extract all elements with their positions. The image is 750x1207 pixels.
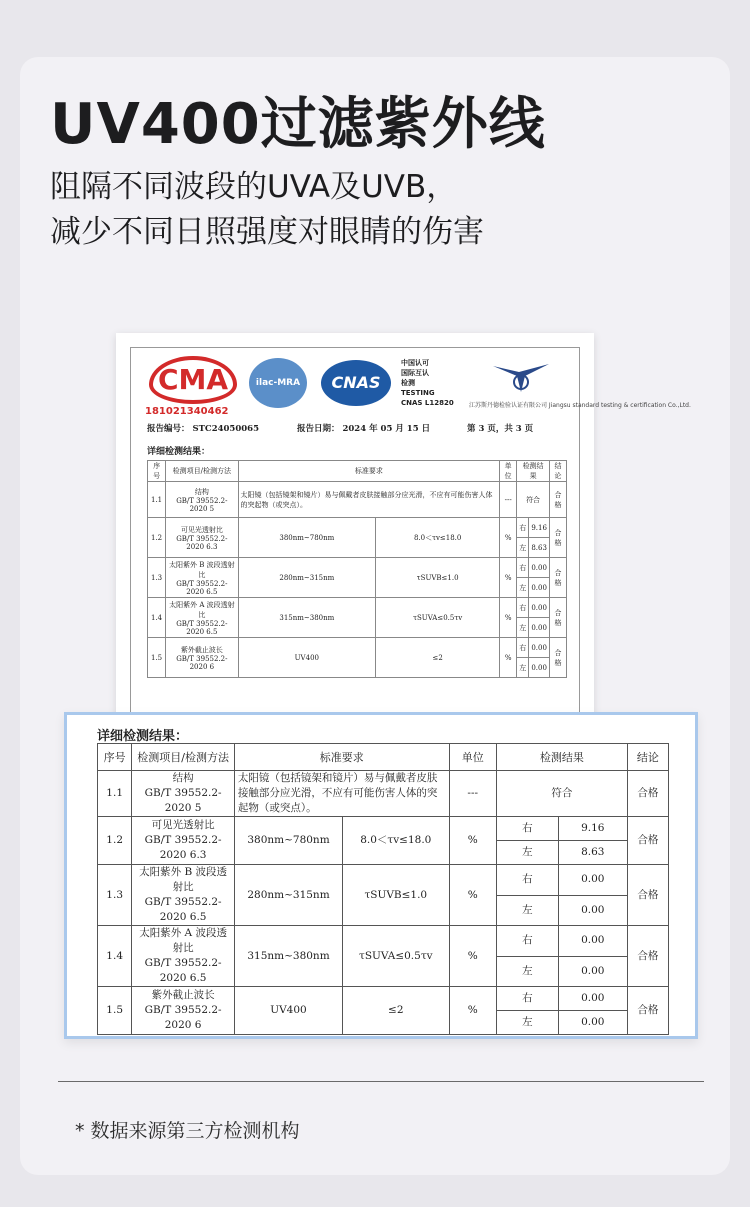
report-section-title: 详细检测结果： (147, 447, 211, 457)
data-source-note: * 数据来源第三方检测机构 (75, 1120, 300, 1142)
right-value: 0.00 (529, 638, 550, 658)
item-name: 可见光透射比 (180, 525, 223, 534)
cma-number: 181021340462 (145, 406, 229, 417)
ilac-mra-logo-icon: ilac-MRA (249, 358, 307, 408)
left-value: 0.00 (558, 956, 627, 987)
row-unit: % (449, 926, 496, 987)
row-unit: % (449, 987, 496, 1035)
right-value: 0.00 (558, 926, 627, 957)
cnas-text-line: TESTING (401, 389, 435, 397)
row-requirement: 太阳镜（包括镜架和镜片）易与佩戴者皮肤接触部分应光滑，不应有可能伤害人体的突起物（或突点）。 (238, 482, 500, 518)
left-label: 左 (517, 538, 529, 558)
item-method: GB/T 39552.2-2020 5 (144, 787, 222, 814)
item-method: GB/T 39552.2-2020 6.5 (176, 619, 228, 636)
row-number: 1.5 (98, 987, 132, 1035)
row-conclusion: 合格 (550, 598, 567, 638)
right-label: 右 (517, 518, 529, 538)
row-item (166, 558, 238, 598)
header-cell: 结论 (550, 461, 567, 482)
report-page-info: 第 3 页，共 3 页 (467, 424, 534, 434)
row-conclusion: 合格 (627, 865, 668, 926)
item-name: 结构 (194, 487, 209, 496)
row-conclusion: 合格 (550, 518, 567, 558)
row-unit: % (500, 518, 517, 558)
item-method: GB/T 39552.2-2020 6.3 (176, 534, 228, 551)
left-label: 左 (517, 618, 529, 638)
header-cell: 序号 (98, 744, 132, 771)
left-value: 0.00 (529, 658, 550, 678)
row-item (166, 638, 238, 678)
item-name: 紫外截止波长 (180, 645, 223, 654)
right-value: 0.00 (529, 598, 550, 618)
row-conclusion: 合格 (627, 771, 668, 817)
page-subtitle (50, 165, 484, 255)
report-logo-row (131, 356, 691, 417)
report-date: 报告日期： 2024 年 05 月 15 日 (297, 424, 431, 434)
row-conclusion: 合格 (627, 817, 668, 865)
right-label: 右 (496, 926, 558, 957)
right-value: 0.00 (558, 865, 627, 896)
header-cell: 标准要求 (238, 461, 500, 482)
header-cell: 检测结果 (517, 461, 550, 482)
cnas-text-line: 中国认可 (401, 359, 429, 367)
left-value: 0.00 (529, 618, 550, 638)
left-value: 0.00 (529, 578, 550, 598)
row-unit: --- (449, 771, 496, 817)
row-range: 315nm~380nm (238, 598, 376, 638)
row-conclusion: 合格 (550, 482, 567, 518)
left-value: 0.00 (558, 1011, 627, 1035)
item-method: GB/T 39552.2-2020 5 (176, 496, 228, 513)
row-number: 1.1 (98, 771, 132, 817)
cnas-text-line: 国际互认 (401, 369, 429, 377)
subtitle-line-1: 阻隔不同波段的UVA及UVB， (50, 169, 458, 205)
row-requirement: ≤2 (343, 987, 449, 1035)
footer-divider (58, 1081, 704, 1082)
header-cell: 检测项目/检测方法 (166, 461, 238, 482)
right-label: 右 (517, 558, 529, 578)
row-unit: % (449, 865, 496, 926)
left-label: 左 (517, 658, 529, 678)
item-method: GB/T 39552.2-2020 6.3 (144, 834, 222, 861)
row-item (166, 518, 238, 558)
left-label: 左 (517, 578, 529, 598)
item-name: 可见光透射比 (151, 819, 215, 831)
right-value: 0.00 (558, 987, 627, 1011)
report-number: 报告编号： STC24050065 (147, 424, 260, 434)
row-result: 符合 (496, 771, 627, 817)
row-requirement: τSUVA≤0.5τv (343, 926, 449, 987)
item-method: GB/T 39552.2-2020 6.5 (144, 896, 222, 923)
row-item (166, 482, 238, 518)
cnas-text-line: CNAS L12820 (401, 399, 454, 407)
row-range: 280nm~315nm (234, 865, 342, 926)
header-cell: 检测项目/检测方法 (132, 744, 235, 771)
row-requirement: τSUVA≤0.5τv (376, 598, 500, 638)
item-name: 太阳紫外 A 波段透射比 (139, 927, 227, 954)
row-number: 1.4 (98, 926, 132, 987)
row-item (132, 771, 235, 817)
row-number: 1.4 (148, 598, 166, 638)
item-method: GB/T 39552.2-2020 6.5 (144, 957, 222, 984)
right-label: 右 (496, 817, 558, 841)
cnas-logo-icon: CNAS (321, 360, 391, 406)
report-results-table (147, 460, 567, 678)
row-item (132, 926, 235, 987)
item-name: 太阳紫外 B 波段透射比 (139, 866, 228, 893)
row-item (132, 817, 235, 865)
zoomed-results-panel (64, 712, 698, 1039)
row-number: 1.2 (98, 817, 132, 865)
item-method: GB/T 39552.2-2020 6 (176, 654, 228, 671)
org-name: 江苏斯丹德检验认证有限公司 Jiangsu standard testing & certification Co.,Ltd. (469, 402, 691, 409)
item-method: GB/T 39552.2-2020 6 (144, 1004, 222, 1031)
right-value: 9.16 (558, 817, 627, 841)
row-number: 1.2 (148, 518, 166, 558)
cma-logo-icon: CMA (149, 356, 237, 404)
left-label: 左 (496, 841, 558, 865)
cnas-text-line: 检测 (401, 379, 415, 387)
row-requirement: τSUVB≤1.0 (376, 558, 500, 598)
row-requirement: 太阳镜（包括镜架和镜片）易与佩戴者皮肤接触部分应光滑，不应有可能伤害人体的突起物（或突点）。 (234, 771, 449, 817)
header-cell: 单位 (500, 461, 517, 482)
row-item (132, 865, 235, 926)
right-label: 右 (496, 987, 558, 1011)
row-unit: % (500, 558, 517, 598)
left-label: 左 (496, 1011, 558, 1035)
left-value: 8.63 (558, 841, 627, 865)
right-value: 9.16 (529, 518, 550, 538)
row-number: 1.1 (148, 482, 166, 518)
header-cell: 单位 (449, 744, 496, 771)
subtitle-line-2: 减少不同日照强度对眼睛的伤害 (50, 214, 484, 250)
row-range: 315nm~380nm (234, 926, 342, 987)
left-value: 8.63 (529, 538, 550, 558)
right-label: 右 (517, 598, 529, 618)
header-cell: 标准要求 (234, 744, 449, 771)
row-unit: --- (500, 482, 517, 518)
item-name: 紫外截止波长 (151, 989, 215, 1001)
row-result: 符合 (517, 482, 550, 518)
item-name: 结构 (172, 772, 194, 784)
row-item (132, 987, 235, 1035)
right-value: 0.00 (529, 558, 550, 578)
row-conclusion: 合格 (550, 638, 567, 678)
row-range: 280nm~315nm (238, 558, 376, 598)
left-label: 左 (496, 895, 558, 926)
row-requirement: τSUVB≤1.0 (343, 865, 449, 926)
row-range: UV400 (234, 987, 342, 1035)
row-item (166, 598, 238, 638)
row-requirement: 8.0＜τv≤18.0 (343, 817, 449, 865)
org-emblem-icon (491, 358, 551, 396)
right-label: 右 (517, 638, 529, 658)
page-title: UV400过滤紫外线 (50, 92, 546, 157)
left-value: 0.00 (558, 895, 627, 926)
row-range: UV400 (238, 638, 376, 678)
row-conclusion: 合格 (627, 926, 668, 987)
left-label: 左 (496, 956, 558, 987)
right-label: 右 (496, 865, 558, 896)
cnas-accreditation-text (401, 358, 454, 408)
zoomed-results-table (97, 743, 669, 1035)
row-requirement: ≤2 (376, 638, 500, 678)
row-unit: % (449, 817, 496, 865)
row-number: 1.3 (98, 865, 132, 926)
row-unit: % (500, 638, 517, 678)
row-range: 380nm~780nm (238, 518, 376, 558)
header-cell: 结论 (627, 744, 668, 771)
row-number: 1.3 (148, 558, 166, 598)
row-conclusion: 合格 (627, 987, 668, 1035)
item-name: 太阳紫外 B 波段透射比 (169, 560, 235, 579)
header-cell: 序号 (148, 461, 166, 482)
row-conclusion: 合格 (550, 558, 567, 598)
zoom-section-title: 详细检测结果： (97, 729, 189, 744)
row-range: 380nm~780nm (234, 817, 342, 865)
item-method: GB/T 39552.2-2020 6.5 (176, 579, 228, 596)
row-requirement: 8.0＜τv≤18.0 (376, 518, 500, 558)
item-name: 太阳紫外 A 波段透射比 (169, 600, 235, 619)
row-unit: % (500, 598, 517, 638)
row-number: 1.5 (148, 638, 166, 678)
header-cell: 检测结果 (496, 744, 627, 771)
